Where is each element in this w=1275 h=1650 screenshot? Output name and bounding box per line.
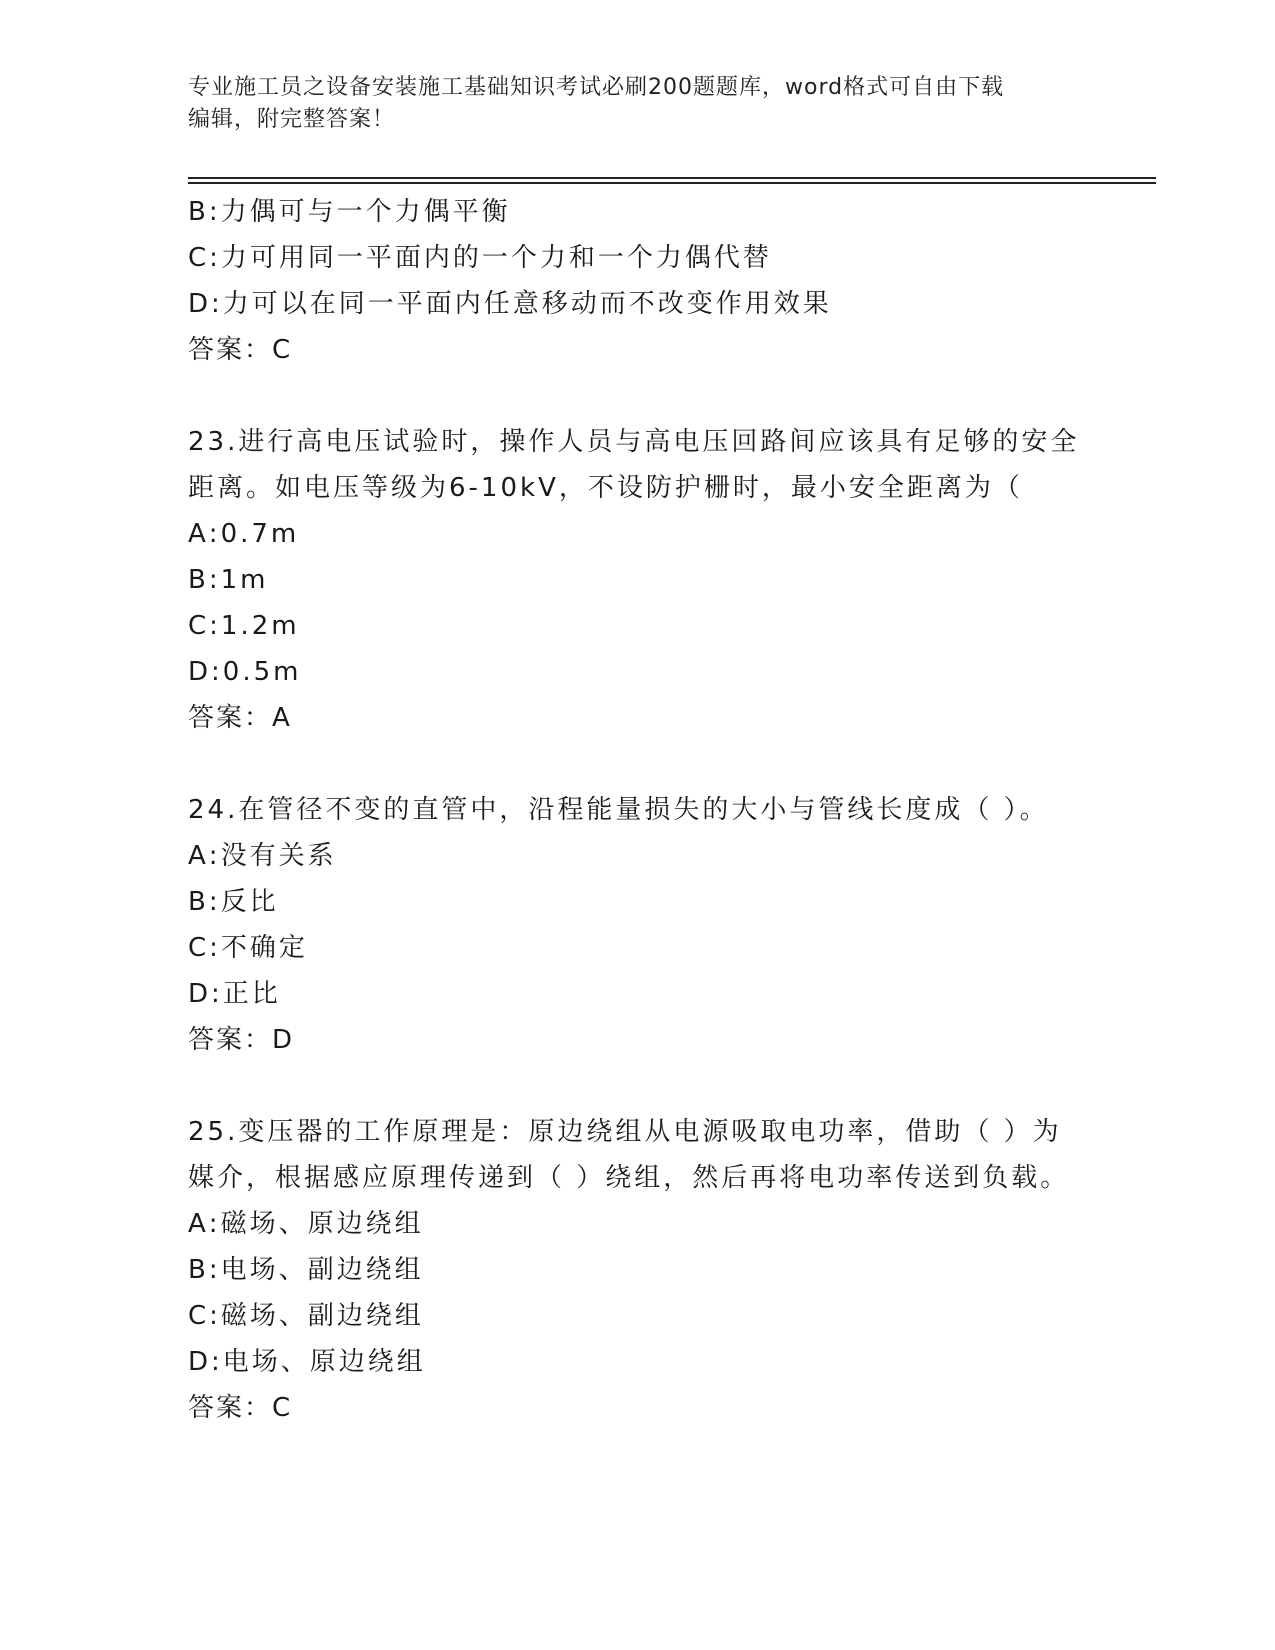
option-a bbox=[188, 511, 1088, 557]
option-separator: : bbox=[209, 611, 221, 641]
option-text: 1m bbox=[220, 565, 269, 595]
option-text: 磁场、副边绕组 bbox=[220, 1301, 424, 1331]
option-separator: : bbox=[209, 243, 221, 273]
option-text: 力可用同一平面内的一个力和一个力偶代替 bbox=[220, 243, 772, 273]
option-separator: : bbox=[208, 565, 221, 595]
option-letter: D bbox=[188, 979, 212, 1009]
answer-line: 答案：A bbox=[188, 703, 292, 733]
option-letter: C bbox=[188, 611, 210, 641]
option-separator: : bbox=[211, 1347, 223, 1377]
option-d bbox=[188, 281, 1088, 327]
option-letter: D bbox=[188, 657, 212, 687]
option-separator: : bbox=[208, 197, 221, 227]
question-list bbox=[188, 189, 1088, 1431]
option-separator: : bbox=[211, 979, 223, 1009]
option-separator: : bbox=[211, 657, 223, 687]
option-text: 力偶可与一个力偶平衡 bbox=[220, 197, 511, 227]
option-b bbox=[188, 557, 1088, 603]
option-letter: C bbox=[188, 933, 210, 963]
option-text: 电场、副边绕组 bbox=[220, 1255, 424, 1285]
option-text: 力可以在同一平面内任意移动而不改变作用效果 bbox=[222, 289, 832, 319]
option-letter: A bbox=[188, 1209, 209, 1239]
option-b bbox=[188, 1247, 1088, 1293]
question-25 bbox=[188, 1109, 1088, 1431]
option-letter: A bbox=[188, 519, 209, 549]
option-letter: C bbox=[188, 243, 210, 273]
question-22 bbox=[188, 189, 1088, 373]
option-letter: D bbox=[188, 289, 212, 319]
option-c bbox=[188, 235, 1088, 281]
option-letter: C bbox=[188, 1301, 210, 1331]
option-letter: B bbox=[188, 1255, 209, 1285]
option-separator: : bbox=[208, 887, 221, 917]
document-header bbox=[188, 72, 1068, 136]
option-separator: : bbox=[208, 841, 221, 871]
option-separator: : bbox=[208, 1209, 221, 1239]
option-b bbox=[188, 879, 1088, 925]
header-divider-top bbox=[188, 177, 1156, 179]
option-c bbox=[188, 1293, 1088, 1339]
header-divider-bottom bbox=[188, 182, 1156, 184]
answer-line: 答案：D bbox=[188, 1025, 295, 1055]
option-text: 0.7m bbox=[220, 519, 300, 549]
option-a bbox=[188, 833, 1088, 879]
question-stem-line-1: 24.在管径不变的直管中，沿程能量损失的大小与管线长度成（ ）。 bbox=[188, 795, 1049, 825]
option-separator: : bbox=[209, 933, 221, 963]
question-24 bbox=[188, 787, 1088, 1063]
option-text: 不确定 bbox=[220, 933, 308, 963]
question-stem-line-2: 距离。如电压等级为6-10kV，不设防护栅时，最小安全距离为（ bbox=[188, 473, 1023, 503]
option-separator: : bbox=[209, 1301, 221, 1331]
option-text: 没有关系 bbox=[220, 841, 337, 871]
option-text: 正比 bbox=[222, 979, 281, 1009]
option-separator: : bbox=[208, 1255, 221, 1285]
option-text: 电场、原边绕组 bbox=[222, 1347, 426, 1377]
option-letter: D bbox=[188, 1347, 212, 1377]
question-stem-line-1: 23.进行高电压试验时，操作人员与高电压回路间应该具有足够的安全 bbox=[188, 427, 1080, 457]
spacer bbox=[188, 373, 1088, 419]
option-d bbox=[188, 971, 1088, 1017]
option-separator: : bbox=[208, 519, 221, 549]
option-a bbox=[188, 1201, 1088, 1247]
option-c bbox=[188, 603, 1088, 649]
option-letter: A bbox=[188, 841, 209, 871]
option-text: 磁场、原边绕组 bbox=[220, 1209, 424, 1239]
answer-line: 答案：C bbox=[188, 1393, 293, 1423]
header-title-line-2: 编辑，附完整答案！ bbox=[188, 107, 396, 132]
spacer bbox=[188, 741, 1088, 787]
option-b bbox=[188, 189, 1088, 235]
option-text: 反比 bbox=[220, 887, 279, 917]
answer-line: 答案：C bbox=[188, 335, 293, 365]
spacer bbox=[188, 1063, 1088, 1109]
option-c bbox=[188, 925, 1088, 971]
option-separator: : bbox=[211, 289, 223, 319]
header-title-line-1: 专业施工员之设备安装施工基础知识考试必刷200题题库，word格式可自由下载 bbox=[188, 75, 1005, 100]
option-text: 1.2m bbox=[220, 611, 300, 641]
option-text: 0.5m bbox=[222, 657, 302, 687]
question-23 bbox=[188, 419, 1088, 741]
question-stem-line-2: 媒介，根据感应原理传递到（ ）绕组，然后再将电功率传送到负载。 bbox=[188, 1163, 1070, 1193]
option-letter: B bbox=[188, 887, 209, 917]
question-stem-line-1: 25.变压器的工作原理是：原边绕组从电源吸取电功率，借助（ ）为 bbox=[188, 1117, 1062, 1147]
option-d bbox=[188, 1339, 1088, 1385]
option-letter: B bbox=[188, 197, 209, 227]
option-letter: B bbox=[188, 565, 209, 595]
option-d bbox=[188, 649, 1088, 695]
